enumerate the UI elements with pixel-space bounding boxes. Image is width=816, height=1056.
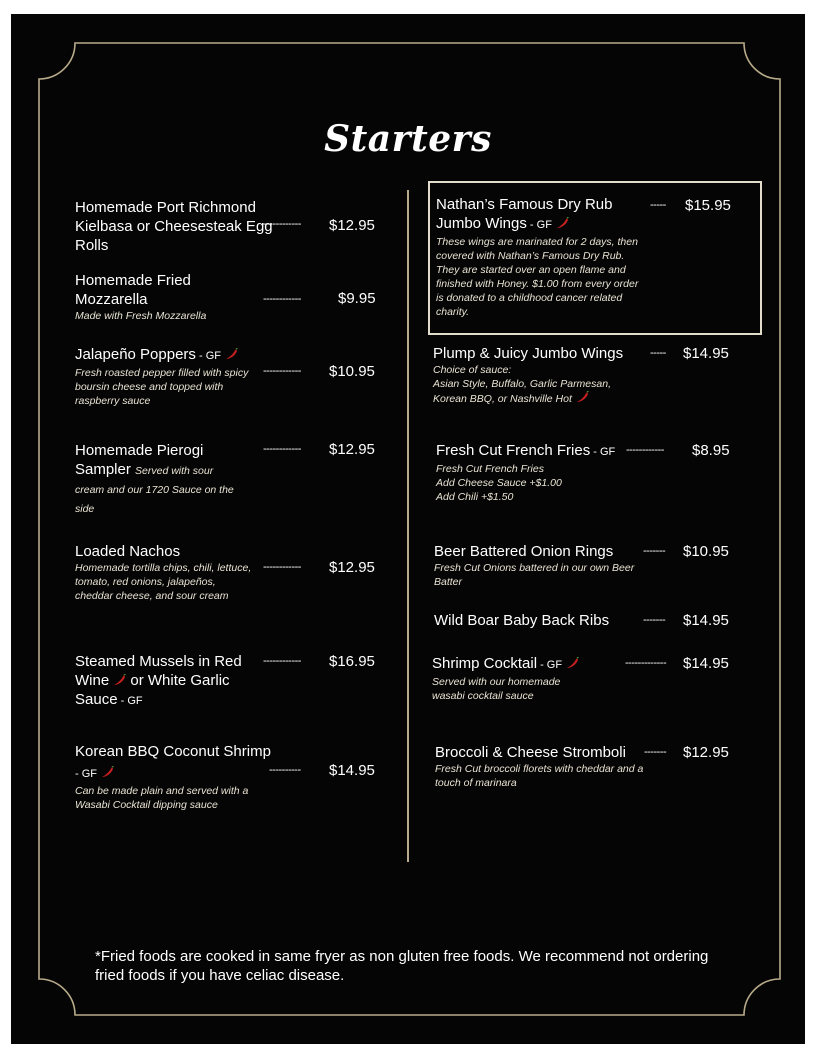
item-price: $10.95 [329,363,375,380]
item-price: $12.95 [329,441,375,458]
item-name-continued: or White Garlic Sauce [75,672,230,708]
item-name: Korean BBQ Coconut Shrimp [75,743,271,760]
menu-item-korean-bbq-shrimp [75,742,275,812]
price-leader: ------------ [626,444,664,456]
item-price: $16.95 [329,653,375,670]
item-name: Fresh Cut French Fries [436,442,591,459]
item-name: Shrimp Cocktail [432,655,538,672]
gluten-free-tag: - GF [590,446,616,458]
price-leader: ------- [643,545,666,557]
item-name: Steamed Mussels in Red Wine [75,653,242,689]
item-description-line: Korean BBQ, or Nashville Hot [433,393,572,405]
price-leader: ------------- [625,657,667,669]
spicy-pepper-icon [555,217,569,229]
menu-page [11,14,805,1044]
item-price: $10.95 [683,543,729,560]
item-price: $14.95 [683,655,729,672]
item-description-line: Add Cheese Sauce +$1.00 [436,477,562,489]
item-price: $14.95 [683,612,729,629]
gluten-free-tag: - GF [195,350,221,362]
price-leader: ------- [643,614,666,626]
item-description: Fresh roasted pepper filled with spicy boursin cheese and topped with raspberry sauce [75,367,249,407]
item-description-line: Asian Style, Buffalo, Garlic Parmesan, [433,378,611,390]
price-leader: ----- [650,347,666,359]
menu-item-loaded-nachos [75,542,255,603]
item-price: $15.95 [685,197,731,214]
spicy-pepper-icon [224,348,238,360]
item-price: $12.95 [329,217,375,234]
gluten-free-tag: - GF [117,695,143,707]
item-price: $12.95 [329,559,375,576]
allergen-footnote: *Fried foods are cooked in same fryer as non gluten free foods. We recommend not ordering fried foods if you have celiac disease. [95,948,709,984]
spicy-pepper-icon [575,391,589,403]
item-description: Homemade tortilla chips, chili, lettuce, tomato, red onions, jalapeños, cheddar cheese, and sour cream [75,562,252,602]
column-divider [407,190,409,862]
price-leader: ------- [644,746,667,758]
gluten-free-tag: - GF [75,768,97,780]
price-leader: ------------ [263,293,301,305]
price-leader: ------------ [263,655,301,667]
item-price: $14.95 [683,345,729,362]
item-name: Wild Boar Baby Back Ribs [434,612,610,629]
menu-item-shrimp-cocktail [432,654,622,703]
item-name: Jalapeño Poppers [75,346,196,363]
menu-item-egg-rolls [75,198,275,255]
price-leader: ------------ [263,365,301,377]
item-description: Can be made plain and served with a Wasabi Cocktail dipping sauce [75,785,249,811]
item-price: $12.95 [683,744,729,761]
price-leader: ----- [650,199,666,211]
item-name: Homemade Pierogi Sampler [75,442,204,478]
price-leader: ---------- [269,764,301,776]
spicy-pepper-icon [100,766,114,778]
item-price: $8.95 [692,442,730,459]
menu-item-jumbo-wings [433,344,653,406]
item-description: Served with our homemade wasabi cocktail sauce [432,676,561,702]
item-description: Fresh Cut Onions battered in our own Beer Batter [434,562,635,588]
item-name: Homemade Port Richmond Kielbasa or Cheesesteak Egg Rolls [75,199,273,254]
menu-item-baby-back-ribs [434,611,644,630]
menu-item-french-fries [436,441,636,504]
item-description-line: Add Chili +$1.50 [436,491,514,503]
menu-item-steamed-mussels [75,652,245,711]
item-name: Nathan’s Famous Dry Rub Jumbo Wings [436,196,613,232]
menu-item-dry-rub-wings [436,195,641,319]
item-price: $9.95 [338,290,376,307]
page-title: Starters [324,118,492,160]
item-description: Fresh Cut broccoli florets with cheddar and a touch of marinara [435,763,644,789]
item-description: These wings are marinated for 2 days, then covered with Nathan’s Famous Dry Rub. They are started over an open flame and finished with Honey. $1.00 from every order is donated to a childhood cancer related charity. [436,236,639,318]
spicy-pepper-icon [112,674,126,686]
item-description: Made with Fresh Mozzarella [75,310,207,322]
item-name: Beer Battered Onion Rings [434,543,614,560]
item-description: Served with sour cream and our 1720 Sauce on the side [75,465,234,515]
menu-item-onion-rings [434,542,644,589]
item-name: Plump & Juicy Jumbo Wings [433,345,624,362]
gluten-free-tag: - GF [537,659,563,671]
menu-item-stromboli [435,743,655,790]
item-name: Broccoli & Cheese Stromboli [435,744,626,761]
menu-item-pierogi-sampler [75,441,245,517]
price-leader: ------------ [263,218,301,230]
menu-item-fried-mozzarella [75,271,255,323]
price-leader: ------------ [263,561,301,573]
item-name: Loaded Nachos [75,543,181,560]
item-name: Homemade Fried Mozzarella [75,272,191,308]
menu-item-jalapeno-poppers [75,345,250,408]
price-leader: ------------ [263,443,301,455]
spicy-pepper-icon [565,657,579,669]
item-description-line: Fresh Cut French Fries [436,463,544,475]
item-price: $14.95 [329,762,375,779]
gluten-free-tag: - GF [526,219,552,231]
item-description-line: Choice of sauce: [433,364,512,376]
